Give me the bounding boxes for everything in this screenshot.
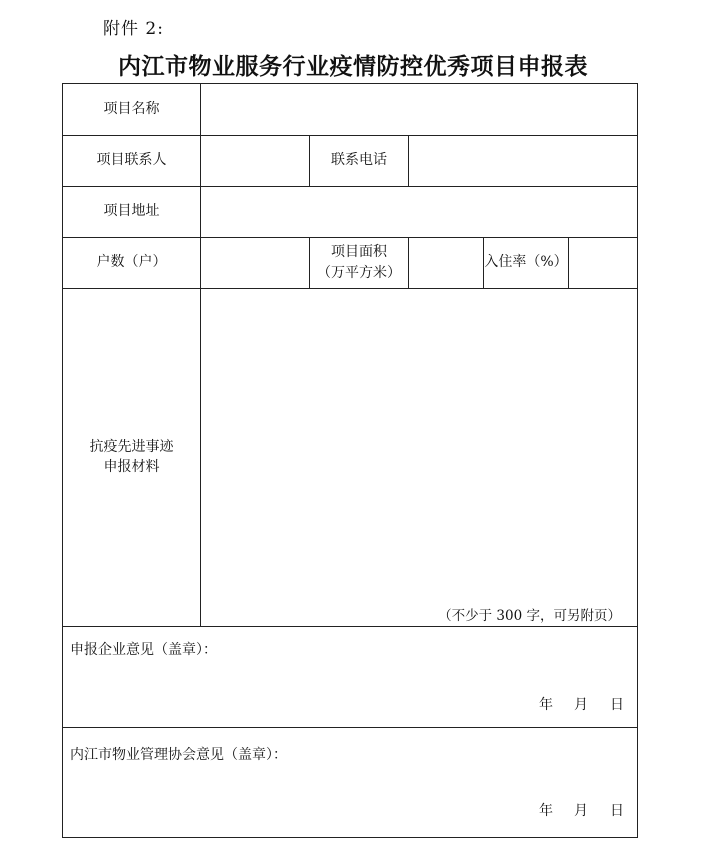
households-label: 户数（户） — [96, 254, 167, 271]
association-opinion-label: 内江市物业管理协会意见（盖章）： — [70, 747, 287, 763]
project-name-label: 项目名称 — [103, 101, 160, 118]
occupancy-field[interactable] — [569, 237, 637, 288]
occupancy-label: 入住率（%） — [484, 254, 568, 271]
area-label-line1: 项目面积 — [331, 244, 387, 261]
area-label-line2: （万平方米） — [317, 264, 401, 281]
project-contact-label: 项目联系人 — [96, 152, 167, 169]
materials-length-note: （不少于 300 字，可另附页） — [438, 608, 621, 624]
association-date-day: 日 — [610, 803, 624, 819]
association-date-month: 月 — [574, 803, 588, 819]
contact-phone-field[interactable] — [409, 135, 637, 186]
project-address-label: 项目地址 — [103, 203, 160, 220]
project-name-field[interactable] — [201, 84, 637, 135]
row-divider — [63, 626, 637, 627]
area-field[interactable] — [409, 237, 483, 288]
enterprise-date-month: 月 — [574, 697, 588, 713]
form-title: 内江市物业服务行业疫情防控优秀项目申报表 — [118, 54, 588, 80]
materials-label-line2: 申报材料 — [103, 459, 160, 475]
materials-label — [63, 288, 200, 626]
contact-phone-label: 联系电话 — [331, 152, 387, 169]
materials-label-line1: 抗疫先进事迹 — [89, 438, 174, 455]
enterprise-opinion-label: 申报企业意见（盖章）： — [70, 642, 217, 658]
households-field[interactable] — [201, 237, 309, 288]
attachment-number: 附件 2: — [103, 19, 164, 39]
row-divider — [63, 727, 637, 728]
association-date-year: 年 — [539, 803, 553, 819]
enterprise-date-year: 年 — [539, 697, 553, 713]
area-label — [310, 237, 408, 288]
materials-field[interactable] — [201, 288, 637, 626]
enterprise-date-day: 日 — [610, 697, 624, 713]
project-address-field[interactable] — [201, 186, 637, 237]
application-form-table — [62, 83, 638, 838]
project-contact-field[interactable] — [201, 135, 309, 186]
